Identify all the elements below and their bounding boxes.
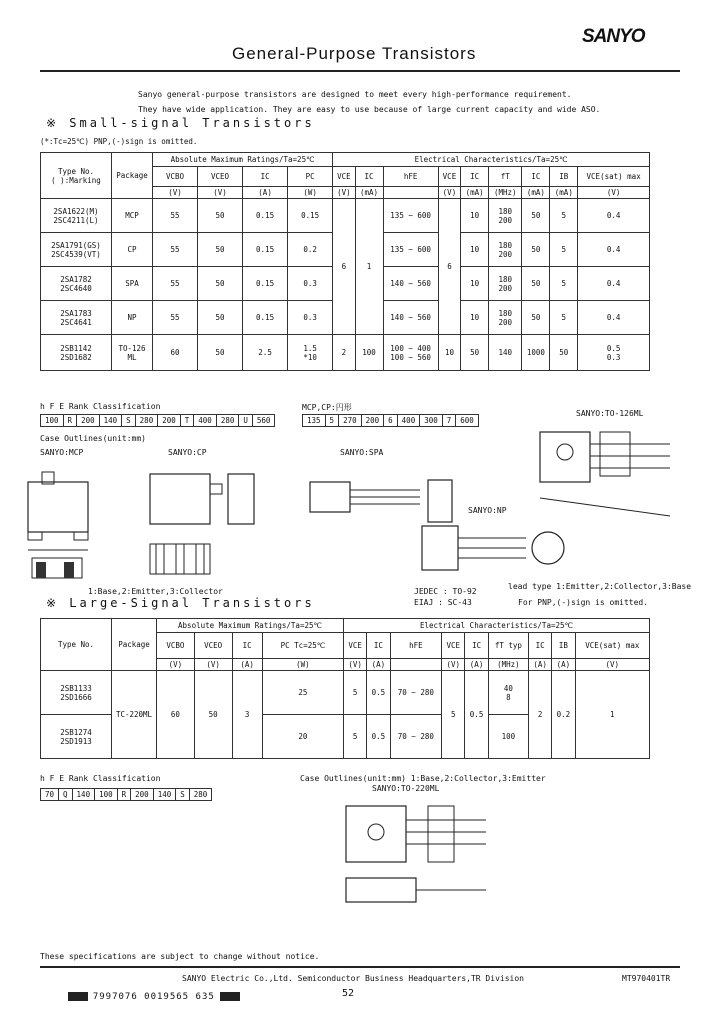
cp-outline-drawing [142,462,262,582]
rank-table-mcp [302,414,479,427]
value-cell: 0.5 [367,671,390,715]
rank-cell: R [117,789,131,801]
th-pc: PC [288,167,333,187]
value-cell: 55 [153,267,198,301]
doc-code: MT970401TR [622,974,671,983]
notice: These specifications are subject to change without notice. [40,952,320,961]
value-cell: 180 200 [489,267,522,301]
value-cell: 60 [153,335,198,371]
th-vce: VCE [333,167,355,187]
value-cell: 0.3 [288,301,333,335]
to126-label: SANYO:TO-126ML [576,409,644,418]
section-bullet-icon: ※ [46,116,60,130]
value-cell: 2.5 [243,335,288,371]
pnp-note: For PNP,(-)sign is omitted. [518,598,649,607]
value-cell: 50 [461,335,489,371]
value-cell: 40 8 [488,671,528,715]
unit-cell: (V) [343,659,366,671]
large-signal-heading-text: Large-Signal Transistors [69,596,315,610]
value-cell: 0.15 [243,267,288,301]
rank-label-2: h F E Rank Classification [40,774,161,783]
th-ib: IB [552,633,575,659]
th-ic4: IC [529,633,552,659]
lead-type-note: lead type 1:Emitter,2:Collector,3:Base [508,582,692,591]
value-cell: 140 ~ 560 [383,267,438,301]
page-title: General-Purpose Transistors [232,44,477,63]
barcode-text: 7997076 0019565 635 [92,992,215,1002]
rank-cell: 140 [72,789,95,801]
unit-cell: (mA) [355,187,383,199]
barcode [68,992,240,1002]
value-cell: 100 [488,715,528,759]
rank-cell: 280 [189,789,212,801]
value-cell: 70 ~ 280 [390,671,442,715]
rank-cell: S [176,789,190,801]
value-cell: 50 [194,671,232,759]
to220ml-label: SANYO:TO-220ML [372,784,440,793]
mcp-label: SANYO:MCP [40,448,84,457]
value-cell: 50 [522,233,550,267]
value-cell: 50 [198,301,243,335]
unit-cell: (V) [575,659,649,671]
unit-cell: (W) [288,187,333,199]
value-cell: 20 [262,715,343,759]
jedec-note: JEDEC : TO-92 [414,587,477,596]
unit-cell: (A) [552,659,575,671]
unit-cell: (A) [232,659,262,671]
small-signal-heading-text: Small-signal Transistors [69,116,315,130]
th-vcbo: VCBO [157,633,195,659]
value-cell: 50 [198,335,243,371]
barcode-block-icon [220,992,240,1001]
value-cell: 135 ~ 600 [383,233,438,267]
rank-cell: 135 [303,415,326,427]
unit-cell [390,659,442,671]
th-package: Package [112,153,153,199]
th-vceo: VCEO [198,167,243,187]
value-cell: 1 [355,199,383,335]
value-cell: 55 [153,233,198,267]
unit-cell [383,187,438,199]
value-cell: 180 200 [489,233,522,267]
value-cell: 50 [522,199,550,233]
rank-cell: 300 [420,415,443,427]
pkg-cell: CP [112,233,153,267]
value-cell: 0.4 [578,233,650,267]
rank-cell: 6 [384,415,398,427]
pkg-cell: NP [112,301,153,335]
value-cell: 100 [355,335,383,371]
case-outlines-label-2: Case Outlines(unit:mm) 1:Base,2:Collector,3:Emitter [300,774,546,783]
th-type: Type No. ( ):Marking [41,153,112,199]
company-line: SANYO Electric Co.,Ltd. Semiconductor Business Headquarters,TR Division [182,974,524,983]
th-ic: IC [243,167,288,187]
rank-cell: 280 [135,415,158,427]
value-cell: 0.4 [578,301,650,335]
mcp-rank-label: MCP,CP:円形 [302,403,352,412]
rank-cell: 140 [153,789,176,801]
table-row [41,335,650,371]
rank-cell: Q [59,789,73,801]
unit-cell: (A) [243,187,288,199]
th-package: Package [112,619,157,671]
unit-cell: (MHz) [489,187,522,199]
value-cell: 140 [489,335,522,371]
rank-cell: R [63,415,77,427]
value-cell: 100 ~ 400 100 ~ 560 [383,335,438,371]
th-pc: PC Tc=25℃ [262,633,343,659]
value-cell: 70 ~ 280 [390,715,442,759]
value-cell: 0.15 [243,199,288,233]
page-number: 52 [342,988,355,999]
th-vce2: VCE [442,633,465,659]
type-cell: 2SA1783 2SC4641 [41,301,112,335]
np-outline-drawing [416,516,576,586]
spa-label: SANYO:SPA [340,448,384,457]
th-ib: IB [550,167,578,187]
value-cell: 50 [198,199,243,233]
rank-cell: 5 [325,415,339,427]
large-signal-table [40,618,650,759]
value-cell: 0.2 [288,233,333,267]
pkg-cell: TO-126 ML [112,335,153,371]
pkg-cell: TC-220ML [112,671,157,759]
footer-rule [40,966,680,968]
value-cell: 5 [442,671,465,759]
to220ml-outline-drawing [336,796,536,916]
value-cell: 0.15 [288,199,333,233]
rank-cell: 70 [41,789,59,801]
intro-line-1: Sanyo general-purpose transistors are designed to meet every high-performance requirement. [138,90,572,99]
value-cell: 10 [461,233,489,267]
value-cell: 1000 [522,335,550,371]
th-vceo: VCEO [194,633,232,659]
type-cell: 2SA1791(GS) 2SC4539(VT) [41,233,112,267]
large-signal-heading [46,596,315,610]
rank-cell: U [239,415,253,427]
mcp-outline-drawing [18,462,108,582]
value-cell: 55 [153,301,198,335]
rank-cell: 560 [252,415,275,427]
pin-note-small: 1:Base,2:Emitter,3:Collector [88,587,223,596]
pkg-cell: MCP [112,199,153,233]
th-ic2: IC [355,167,383,187]
unit-cell: (V) [438,187,460,199]
unit-cell: (V) [153,187,198,199]
value-cell: 180 200 [489,301,522,335]
rank-cell: 270 [339,415,362,427]
value-cell: 55 [153,199,198,233]
unit-cell: (V) [578,187,650,199]
small-signal-note: (*:Tc=25℃) PNP,(-)sign is omitted. [40,137,198,146]
value-cell: 0.3 [288,267,333,301]
value-cell: 6 [333,199,355,335]
value-cell: 60 [157,671,195,759]
th-vce: VCE [343,633,366,659]
value-cell: 140 ~ 560 [383,301,438,335]
value-cell: 1 [575,671,649,759]
th-hfe: hFE [390,633,442,659]
table-row [41,199,650,233]
to126-outline-drawing [520,420,700,520]
unit-cell: (V) [442,659,465,671]
rank-cell: 200 [77,415,100,427]
th-ic3: IC [461,167,489,187]
rank-cell: 280 [216,415,239,427]
rank-cell: S [122,415,136,427]
unit-cell: (A) [465,659,488,671]
value-cell: 5 [550,267,578,301]
value-cell: 25 [262,671,343,715]
value-cell: 50 [550,335,578,371]
unit-cell: (mA) [461,187,489,199]
value-cell: 10 [438,335,460,371]
value-cell: 0.4 [578,267,650,301]
unit-cell: (MHz) [488,659,528,671]
rank-cell: 600 [456,415,479,427]
value-cell: 135 ~ 600 [383,199,438,233]
value-cell: 50 [198,267,243,301]
section-bullet-icon: ※ [46,596,60,610]
header-rule [40,70,680,72]
small-signal-table [40,152,650,371]
value-cell: 0.2 [552,671,575,759]
rank-cell: 400 [194,415,217,427]
rank-cell: 100 [95,789,118,801]
value-cell: 0.5 [367,715,390,759]
th-hfe: hFE [383,167,438,187]
rank-cell: 100 [41,415,64,427]
cp-label: SANYO:CP [168,448,207,457]
value-cell: 0.4 [578,199,650,233]
th-vcbo: VCBO [153,167,198,187]
intro-line-2: They have wide application. They are easy to use because of large current capacity and wide ASO. [138,105,601,114]
type-cell: 2SB1133 2SD1666 [41,671,112,715]
th-ic: IC [232,633,262,659]
th-abs-max: Absolute Maximum Ratings/Ta=25℃ [153,153,333,167]
unit-cell: (A) [529,659,552,671]
barcode-block-icon [68,992,88,1001]
value-cell: 50 [198,233,243,267]
th-abs-max: Absolute Maximum Ratings/Ta=25℃ [157,619,344,633]
rank-cell: 7 [442,415,456,427]
value-cell: 0.15 [243,233,288,267]
value-cell: 2 [529,671,552,759]
value-cell: 50 [522,267,550,301]
th-ft: fT typ [488,633,528,659]
unit-cell: (V) [194,659,232,671]
rank-table-2 [40,788,212,801]
unit-cell: (mA) [522,187,550,199]
value-cell: 0.5 0.3 [578,335,650,371]
value-cell: 2 [333,335,355,371]
sanyo-logo: SANYO [582,26,645,47]
th-elec: Electrical Characteristics/Ta=25℃ [333,153,650,167]
rank-cell: 140 [99,415,122,427]
value-cell: 5 [550,301,578,335]
th-elec: Electrical Characteristics/Ta=25℃ [343,619,649,633]
type-cell: 2SA1782 2SC4640 [41,267,112,301]
type-cell: 2SA1622(M) 2SC4211(L) [41,199,112,233]
eiaj-note: EIAJ : SC-43 [414,598,472,607]
unit-cell: (A) [367,659,390,671]
th-ic4: IC [522,167,550,187]
th-ic3: IC [465,633,488,659]
value-cell: 5 [343,671,366,715]
rank-cell: 200 [131,789,154,801]
value-cell: 5 [550,199,578,233]
value-cell: 10 [461,267,489,301]
rank-cell: 400 [397,415,420,427]
value-cell: 3 [232,671,262,759]
value-cell: 10 [461,301,489,335]
th-vcesat: VCE(sat) max [578,167,650,187]
value-cell: 6 [438,199,460,335]
th-ft: fT [489,167,522,187]
value-cell: 180 200 [489,199,522,233]
unit-cell: (V) [198,187,243,199]
case-outlines-label: Case Outlines(unit:mm) [40,434,146,443]
value-cell: 5 [550,233,578,267]
th-vcesat: VCE(sat) max [575,633,649,659]
unit-cell: (W) [262,659,343,671]
value-cell: 50 [522,301,550,335]
th-ic2: IC [367,633,390,659]
rank-cell: 200 [158,415,181,427]
table-row [41,671,650,715]
type-cell: 2SB1274 2SD1913 [41,715,112,759]
np-label: SANYO:NP [468,506,507,515]
small-signal-heading [46,116,315,130]
rank-cell: T [180,415,194,427]
pkg-cell: SPA [112,267,153,301]
value-cell: 0.15 [243,301,288,335]
rank-table-1 [40,414,275,427]
unit-cell: (V) [157,659,195,671]
th-vce2: VCE [438,167,460,187]
value-cell: 1.5 *10 [288,335,333,371]
unit-cell: (V) [333,187,355,199]
type-cell: 2SB1142 2SD1682 [41,335,112,371]
rank-label-1: h F E Rank Classification [40,402,161,411]
unit-cell: (mA) [550,187,578,199]
value-cell: 5 [343,715,366,759]
value-cell: 0.5 [465,671,488,759]
th-type: Type No. [41,619,112,671]
rank-cell: 200 [361,415,384,427]
value-cell: 10 [461,199,489,233]
